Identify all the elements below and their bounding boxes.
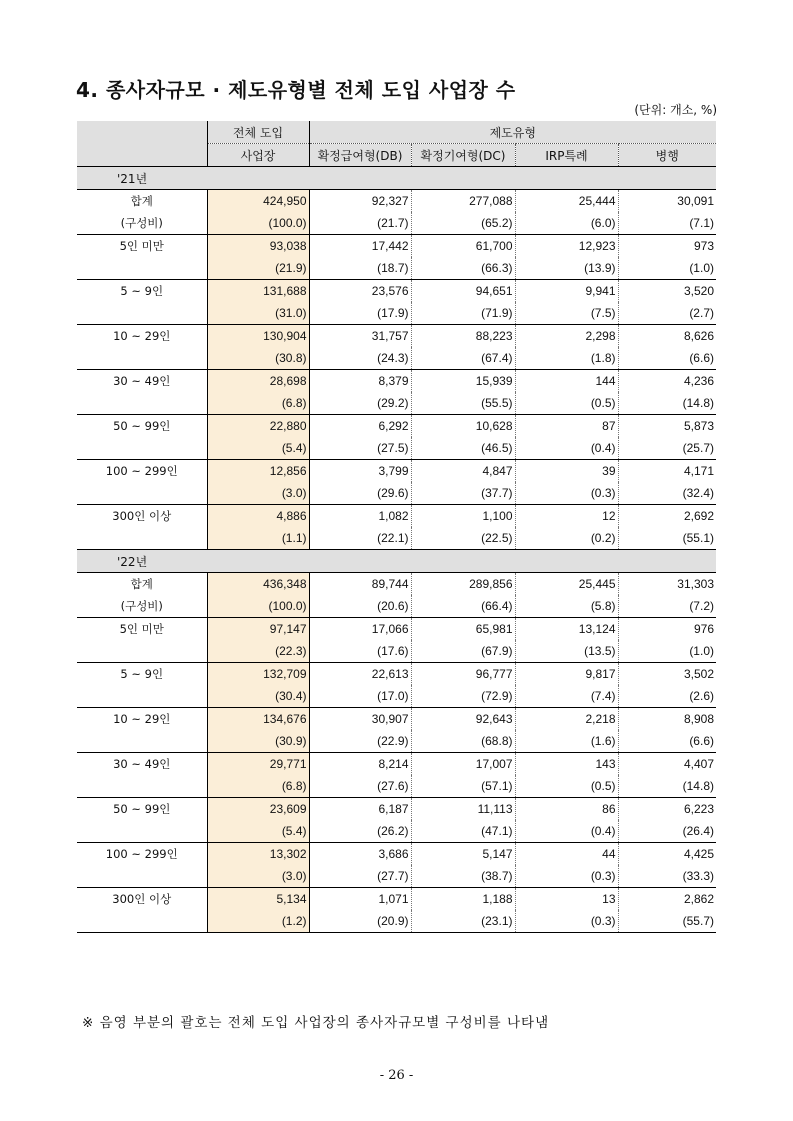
pct-cell: (31.0) bbox=[207, 302, 309, 325]
table-row-pct bbox=[77, 527, 716, 550]
header-group: 제도유형 bbox=[309, 121, 716, 144]
value-cell: 9,941 bbox=[515, 280, 618, 303]
pct-cell: (66.4) bbox=[411, 595, 515, 618]
value-cell: 6,223 bbox=[618, 798, 716, 821]
row-sublabel bbox=[77, 730, 207, 753]
pct-cell: (7.2) bbox=[618, 595, 716, 618]
table-row-pct bbox=[77, 865, 716, 888]
table-row-pct bbox=[77, 730, 716, 753]
pct-cell: (0.4) bbox=[515, 437, 618, 460]
pct-cell: (25.7) bbox=[618, 437, 716, 460]
row-sublabel: (구성비) bbox=[120, 599, 163, 613]
header-total-line1: 전체 도입 bbox=[207, 121, 309, 144]
pct-cell: (0.3) bbox=[515, 865, 618, 888]
section-row bbox=[77, 550, 716, 573]
header-col-combined: 병행 bbox=[618, 144, 716, 167]
section-year-label: '22년 bbox=[77, 550, 716, 573]
pct-cell: (29.2) bbox=[377, 396, 409, 410]
value-cell: 8,379 bbox=[309, 370, 411, 393]
value-cell: 25,444 bbox=[515, 190, 618, 213]
pct-cell: (17.9) bbox=[377, 306, 409, 320]
pct-cell: (37.7) bbox=[411, 482, 515, 505]
value-cell: 17,007 bbox=[411, 753, 515, 776]
row-sublabel bbox=[77, 775, 207, 798]
row-sublabel bbox=[77, 302, 207, 325]
pct-cell: (27.7) bbox=[377, 869, 409, 883]
table-row-pct bbox=[77, 212, 716, 235]
value-cell: 17,066 bbox=[309, 618, 411, 641]
row-sublabel bbox=[77, 482, 207, 505]
value-cell: 3,686 bbox=[309, 843, 411, 866]
page-number: - 26 - bbox=[379, 1068, 414, 1083]
value-cell: 6,292 bbox=[309, 415, 411, 438]
table-row bbox=[77, 280, 716, 303]
value-cell: 13 bbox=[515, 888, 618, 911]
row-label: 합계 bbox=[130, 194, 153, 208]
table-row-pct bbox=[77, 392, 716, 415]
row-label: 10 ~ 29인 bbox=[77, 708, 207, 731]
value-cell: 130,904 bbox=[207, 325, 309, 348]
table-row-pct bbox=[77, 347, 716, 370]
value-cell: 132,709 bbox=[207, 663, 309, 686]
value-cell: 97,147 bbox=[207, 618, 309, 641]
pct-cell: (22.9) bbox=[377, 734, 409, 748]
value-cell: 5,873 bbox=[618, 415, 716, 438]
row-label: 10 ~ 29인 bbox=[77, 325, 207, 348]
row-sublabel bbox=[77, 865, 207, 888]
table-header bbox=[77, 121, 716, 167]
row-label: 5 ~ 9인 bbox=[77, 280, 207, 303]
pct-cell: (29.6) bbox=[377, 486, 409, 500]
pct-cell: (1.0) bbox=[618, 640, 716, 663]
pct-cell: (0.5) bbox=[515, 392, 618, 415]
pct-cell: (67.9) bbox=[411, 640, 515, 663]
pct-cell: (0.3) bbox=[515, 910, 618, 933]
pct-cell: (17.6) bbox=[377, 644, 409, 658]
value-cell: 13,124 bbox=[515, 618, 618, 641]
row-sublabel bbox=[77, 640, 207, 663]
pct-cell: (33.3) bbox=[618, 865, 716, 888]
pct-cell: (6.8) bbox=[207, 392, 309, 415]
value-cell: 31,757 bbox=[309, 325, 411, 348]
pct-cell: (1.6) bbox=[515, 730, 618, 753]
header-col-irp: IRP특례 bbox=[515, 144, 618, 167]
row-sublabel bbox=[77, 820, 207, 843]
value-cell: 31,303 bbox=[618, 573, 716, 596]
table-row bbox=[77, 708, 716, 731]
pct-cell: (68.8) bbox=[411, 730, 515, 753]
value-cell: 1,071 bbox=[309, 888, 411, 911]
pct-cell: (1.2) bbox=[207, 910, 309, 933]
table-row-pct bbox=[77, 910, 716, 933]
value-cell: 86 bbox=[515, 798, 618, 821]
value-cell: 131,688 bbox=[207, 280, 309, 303]
value-cell: 3,520 bbox=[618, 280, 716, 303]
value-cell: 3,502 bbox=[618, 663, 716, 686]
row-label: 100 ~ 299인 bbox=[77, 843, 207, 866]
pct-cell: (38.7) bbox=[411, 865, 515, 888]
pct-cell: (55.1) bbox=[618, 527, 716, 550]
value-cell: 5,134 bbox=[207, 888, 309, 911]
pct-cell: (22.5) bbox=[411, 527, 515, 550]
value-cell: 8,626 bbox=[618, 325, 716, 348]
value-cell: 23,576 bbox=[309, 280, 411, 303]
table-row bbox=[77, 235, 716, 258]
value-cell: 9,817 bbox=[515, 663, 618, 686]
row-label: 50 ~ 99인 bbox=[77, 415, 207, 438]
value-cell: 92,643 bbox=[411, 708, 515, 731]
row-label: 100 ~ 299인 bbox=[77, 460, 207, 483]
value-cell: 1,100 bbox=[411, 505, 515, 528]
value-cell: 12 bbox=[515, 505, 618, 528]
pct-cell: (6.0) bbox=[515, 212, 618, 235]
pct-cell: (3.0) bbox=[207, 865, 309, 888]
value-cell: 6,187 bbox=[309, 798, 411, 821]
value-cell: 2,298 bbox=[515, 325, 618, 348]
pct-cell: (30.8) bbox=[207, 347, 309, 370]
table-row bbox=[77, 460, 716, 483]
pct-cell: (5.4) bbox=[207, 437, 309, 460]
value-cell: 89,744 bbox=[371, 577, 409, 591]
pct-cell: (55.7) bbox=[618, 910, 716, 933]
footnote: ※ 음영 부분의 괄호는 전체 도입 사업장의 종사자규모별 구성비를 나타냄 bbox=[82, 1015, 550, 1031]
table-row bbox=[77, 798, 716, 821]
pct-cell: (14.8) bbox=[618, 775, 716, 798]
pct-cell: (21.9) bbox=[207, 257, 309, 280]
row-sublabel bbox=[77, 257, 207, 280]
value-cell: 976 bbox=[618, 618, 716, 641]
value-cell: 11,113 bbox=[411, 798, 515, 821]
value-cell: 4,407 bbox=[618, 753, 716, 776]
value-cell: 4,425 bbox=[618, 843, 716, 866]
row-label: 5인 미만 bbox=[77, 235, 207, 258]
row-sublabel bbox=[77, 910, 207, 933]
value-cell: 22,613 bbox=[309, 663, 411, 686]
table-row bbox=[77, 843, 716, 866]
row-label: 합계 bbox=[130, 577, 153, 591]
table-row-pct bbox=[77, 302, 716, 325]
value-cell: 12,856 bbox=[207, 460, 309, 483]
value-cell: 436,348 bbox=[207, 573, 309, 596]
table-row bbox=[77, 888, 716, 911]
pct-cell: (7.4) bbox=[515, 685, 618, 708]
pct-cell: (3.0) bbox=[207, 482, 309, 505]
value-cell: 15,939 bbox=[411, 370, 515, 393]
table-row-pct bbox=[77, 685, 716, 708]
pct-cell: (30.9) bbox=[207, 730, 309, 753]
pct-cell: (0.2) bbox=[515, 527, 618, 550]
table-row-pct bbox=[77, 640, 716, 663]
table-row bbox=[77, 618, 716, 641]
row-label: 30 ~ 49인 bbox=[77, 370, 207, 393]
value-cell: 8,908 bbox=[618, 708, 716, 731]
value-cell: 29,771 bbox=[207, 753, 309, 776]
section-row bbox=[77, 167, 716, 190]
row-sublabel bbox=[77, 347, 207, 370]
row-label: 300인 이상 bbox=[77, 888, 207, 911]
table-row-pct bbox=[77, 257, 716, 280]
value-cell: 23,609 bbox=[207, 798, 309, 821]
value-cell: 289,856 bbox=[411, 573, 515, 596]
table-row bbox=[77, 505, 716, 528]
value-cell: 4,886 bbox=[207, 505, 309, 528]
section-year-label: '21년 bbox=[77, 167, 716, 190]
row-label: 30 ~ 49인 bbox=[77, 753, 207, 776]
value-cell: 30,091 bbox=[618, 190, 716, 213]
pct-cell: (32.4) bbox=[618, 482, 716, 505]
pct-cell: (7.1) bbox=[618, 212, 716, 235]
pct-cell: (65.2) bbox=[411, 212, 515, 235]
page-title: 4. 종사자규모 · 제도유형별 전체 도입 사업장 수 bbox=[76, 78, 516, 102]
pct-cell: (13.9) bbox=[515, 257, 618, 280]
row-label: 300인 이상 bbox=[77, 505, 207, 528]
pct-cell: (21.7) bbox=[377, 216, 409, 230]
value-cell: 92,327 bbox=[371, 194, 409, 208]
table-row bbox=[77, 663, 716, 686]
pct-cell: (7.5) bbox=[515, 302, 618, 325]
table-row bbox=[77, 370, 716, 393]
table-row-pct bbox=[77, 820, 716, 843]
value-cell: 96,777 bbox=[411, 663, 515, 686]
value-cell: 2,218 bbox=[515, 708, 618, 731]
table-row bbox=[77, 753, 716, 776]
value-cell: 134,676 bbox=[207, 708, 309, 731]
pct-cell: (1.8) bbox=[515, 347, 618, 370]
pct-cell: (6.6) bbox=[618, 347, 716, 370]
value-cell: 17,442 bbox=[309, 235, 411, 258]
table-row bbox=[77, 325, 716, 348]
value-cell: 39 bbox=[515, 460, 618, 483]
pct-cell: (27.5) bbox=[377, 441, 409, 455]
table-row-pct bbox=[77, 595, 716, 618]
value-cell: 4,847 bbox=[411, 460, 515, 483]
header-col-dc: 확정기여형(DC) bbox=[411, 144, 515, 167]
pct-cell: (1.0) bbox=[618, 257, 716, 280]
value-cell: 44 bbox=[515, 843, 618, 866]
pct-cell: (66.3) bbox=[411, 257, 515, 280]
table-row-pct bbox=[77, 482, 716, 505]
pct-cell: (24.3) bbox=[377, 351, 409, 365]
row-sublabel bbox=[77, 527, 207, 550]
value-cell: 1,188 bbox=[411, 888, 515, 911]
pct-cell: (23.1) bbox=[411, 910, 515, 933]
value-cell: 87 bbox=[515, 415, 618, 438]
table-body bbox=[77, 167, 716, 933]
value-cell: 2,692 bbox=[618, 505, 716, 528]
pct-cell: (6.8) bbox=[207, 775, 309, 798]
value-cell: 4,236 bbox=[618, 370, 716, 393]
header-col-db: 확정급여형(DB) bbox=[309, 144, 411, 167]
pct-cell: (46.5) bbox=[411, 437, 515, 460]
value-cell: 8,214 bbox=[309, 753, 411, 776]
pct-cell: (27.6) bbox=[377, 779, 409, 793]
pct-cell: (14.8) bbox=[618, 392, 716, 415]
value-cell: 277,088 bbox=[411, 190, 515, 213]
value-cell: 65,981 bbox=[411, 618, 515, 641]
value-cell: 93,038 bbox=[207, 235, 309, 258]
value-cell: 61,700 bbox=[411, 235, 515, 258]
value-cell: 28,698 bbox=[207, 370, 309, 393]
row-label: 5 ~ 9인 bbox=[77, 663, 207, 686]
pct-cell: (6.6) bbox=[618, 730, 716, 753]
table-row bbox=[77, 573, 716, 596]
value-cell: 4,171 bbox=[618, 460, 716, 483]
pct-cell: (26.4) bbox=[618, 820, 716, 843]
value-cell: 144 bbox=[515, 370, 618, 393]
row-label: 5인 미만 bbox=[77, 618, 207, 641]
pct-cell: (1.1) bbox=[207, 527, 309, 550]
row-sublabel bbox=[77, 685, 207, 708]
pct-cell: (20.6) bbox=[377, 599, 409, 613]
table-row-pct bbox=[77, 437, 716, 460]
value-cell: 13,302 bbox=[207, 843, 309, 866]
header-corner bbox=[77, 121, 207, 167]
header-total-line2: 사업장 bbox=[207, 144, 309, 167]
pct-cell: (20.9) bbox=[309, 910, 411, 933]
pct-cell: (0.4) bbox=[515, 820, 618, 843]
unit-label: (단위: 개소, %) bbox=[634, 103, 717, 117]
pct-cell: (0.5) bbox=[515, 775, 618, 798]
pct-cell: (0.3) bbox=[515, 482, 618, 505]
row-sublabel: (구성비) bbox=[120, 216, 163, 230]
row-label: 50 ~ 99인 bbox=[77, 798, 207, 821]
pct-cell: (5.4) bbox=[207, 820, 309, 843]
table-row bbox=[77, 190, 716, 213]
value-cell: 143 bbox=[515, 753, 618, 776]
pct-cell: (22.3) bbox=[207, 640, 309, 663]
pct-cell: (100.0) bbox=[207, 212, 309, 235]
value-cell: 973 bbox=[618, 235, 716, 258]
pct-cell: (13.5) bbox=[515, 640, 618, 663]
table-row-pct bbox=[77, 775, 716, 798]
value-cell: 2,862 bbox=[618, 888, 716, 911]
pct-cell: (17.0) bbox=[377, 689, 409, 703]
value-cell: 10,628 bbox=[411, 415, 515, 438]
value-cell: 3,799 bbox=[309, 460, 411, 483]
value-cell: 5,147 bbox=[411, 843, 515, 866]
value-cell: 424,950 bbox=[207, 190, 309, 213]
pct-cell: (100.0) bbox=[207, 595, 309, 618]
pct-cell: (30.4) bbox=[207, 685, 309, 708]
value-cell: 88,223 bbox=[411, 325, 515, 348]
pct-cell: (5.8) bbox=[515, 595, 618, 618]
value-cell: 25,445 bbox=[515, 573, 618, 596]
pct-cell: (57.1) bbox=[411, 775, 515, 798]
value-cell: 30,907 bbox=[309, 708, 411, 731]
data-table bbox=[77, 121, 716, 933]
value-cell: 1,082 bbox=[309, 505, 411, 528]
row-sublabel bbox=[77, 392, 207, 415]
pct-cell: (22.1) bbox=[377, 531, 409, 545]
pct-cell: (55.5) bbox=[411, 392, 515, 415]
pct-cell: (2.7) bbox=[618, 302, 716, 325]
value-cell: 94,651 bbox=[411, 280, 515, 303]
pct-cell: (26.2) bbox=[377, 824, 409, 838]
value-cell: 22,880 bbox=[207, 415, 309, 438]
table-row bbox=[77, 415, 716, 438]
pct-cell: (18.7) bbox=[377, 261, 409, 275]
pct-cell: (47.1) bbox=[411, 820, 515, 843]
row-sublabel bbox=[77, 437, 207, 460]
value-cell: 12,923 bbox=[515, 235, 618, 258]
pct-cell: (67.4) bbox=[411, 347, 515, 370]
pct-cell: (72.9) bbox=[411, 685, 515, 708]
pct-cell: (2.6) bbox=[618, 685, 716, 708]
pct-cell: (71.9) bbox=[411, 302, 515, 325]
